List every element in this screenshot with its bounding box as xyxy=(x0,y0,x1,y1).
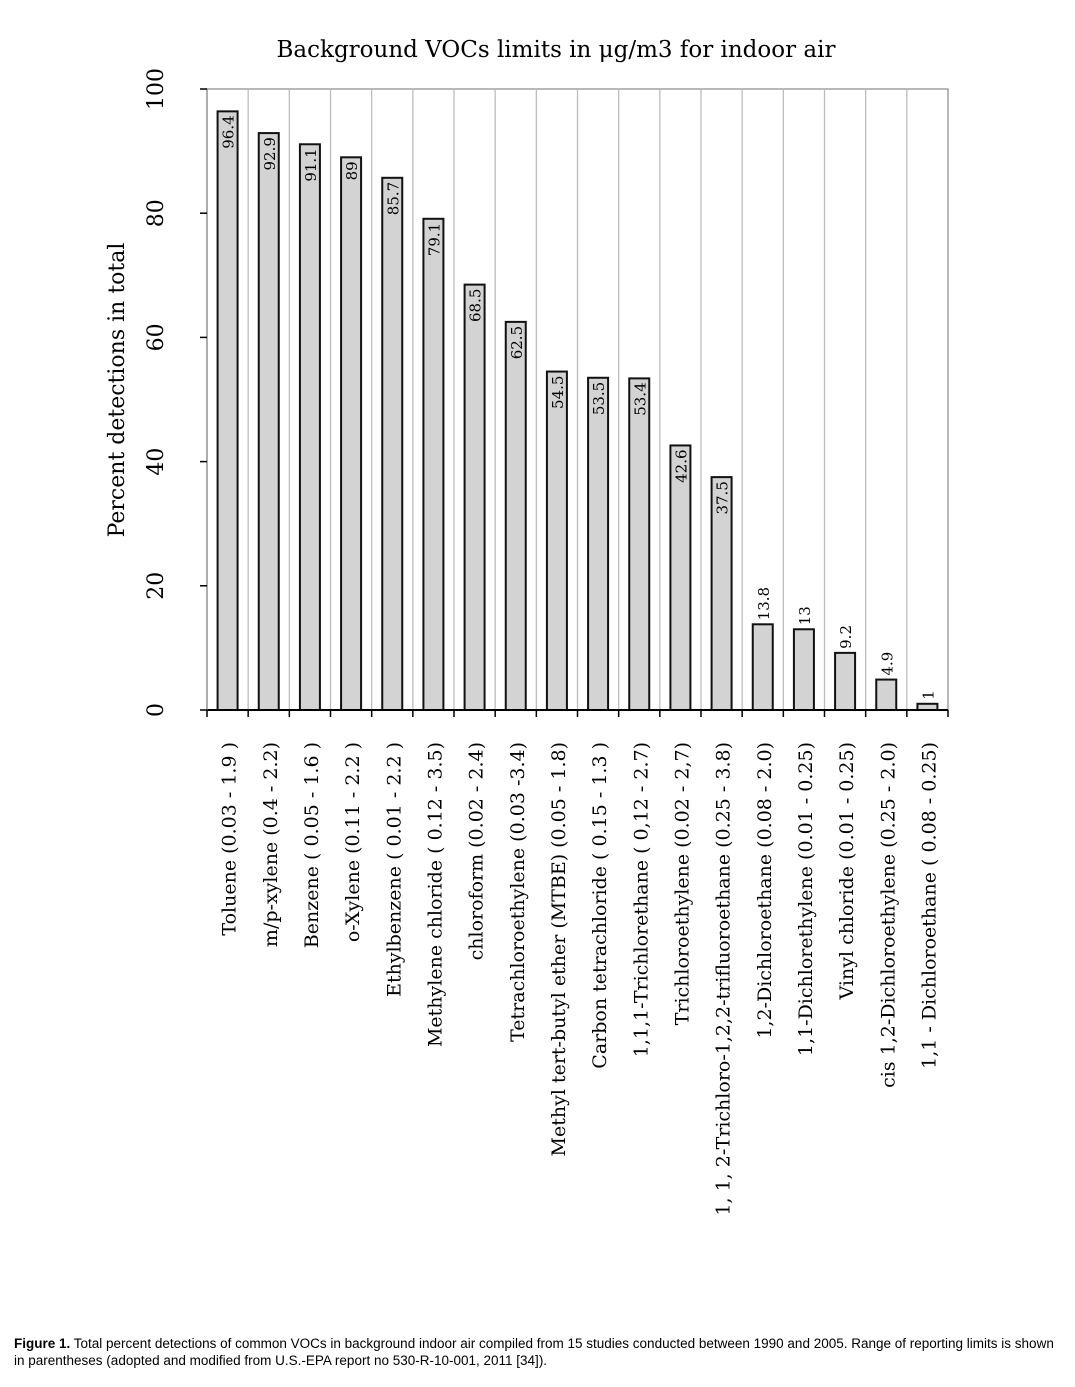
y-tick-label: 60 xyxy=(144,323,169,352)
x-tick-label: o-Xylene (0.11 - 2.2 ) xyxy=(342,742,365,943)
x-tick-label: chloroform (0.02 - 2.4) xyxy=(465,742,488,961)
x-tick-label: 1,1,1-Trichlorethane ( 0,12 - 2.7) xyxy=(630,742,653,1058)
bar-value-label: 79.1 xyxy=(425,222,444,257)
bar-value-label: 91.1 xyxy=(301,148,320,182)
bar xyxy=(341,157,361,710)
bar-value-label: 53.5 xyxy=(590,381,609,416)
x-tick-labels xyxy=(219,742,941,1216)
x-tick-label: 1,2-Dichloroethane (0.08 - 2.0) xyxy=(753,742,776,1039)
bar-value-label: 13.8 xyxy=(754,586,773,621)
bar-value-label: 37.5 xyxy=(713,481,732,515)
y-tick-label: 20 xyxy=(144,571,169,600)
bar-value-label: 4.9 xyxy=(878,651,897,676)
bar-value-label: 62.5 xyxy=(507,325,526,360)
y-tick-label: 100 xyxy=(144,68,169,110)
bar xyxy=(876,680,896,710)
bar xyxy=(835,653,855,710)
x-tick-label: Tetrachloroethylene (0.03 -3.4) xyxy=(506,742,529,1042)
y-tick-labels xyxy=(144,68,169,717)
x-tick-label: cis 1,2-Dichloroethylene (0.25 - 2.0) xyxy=(877,742,900,1088)
x-tick-label: Benzene ( 0.05 - 1.6 ) xyxy=(300,742,323,949)
bar-value-label: 85.7 xyxy=(384,181,403,216)
bar xyxy=(259,133,279,710)
bar-value-label: 54.5 xyxy=(548,375,567,409)
y-tick-label: 0 xyxy=(144,703,169,717)
bar xyxy=(670,445,690,710)
y-tick-label: 80 xyxy=(144,199,169,228)
x-tick-label: 1,1 - Dichloroethane ( 0.08 - 0.25) xyxy=(918,742,941,1069)
bar-value-label: 92.9 xyxy=(260,137,279,171)
bar xyxy=(423,219,443,710)
bar-value-label: 1 xyxy=(919,690,938,700)
x-tick-label: 1, 1, 2-Trichloro-1,2,2-trifluoroethane (0.25 - 3.8) xyxy=(712,742,735,1216)
bar-value-label: 89 xyxy=(343,161,362,181)
bar xyxy=(588,378,608,710)
bar xyxy=(465,285,485,710)
x-tick-label: m/p-xylene (0.4 - 2.2) xyxy=(259,742,282,948)
bar xyxy=(629,378,649,710)
bar-value-label: 96.4 xyxy=(219,115,238,149)
bar-value-label: 13 xyxy=(795,606,814,626)
x-tick-label: Carbon tetrachloride ( 0.15 - 1.3 ) xyxy=(589,742,612,1069)
caption-text: Total percent detections of common VOCs in background indoor air compiled from 15 studies conducted between 1990 and 2005. Range of reporting limits is shown in parentheses (adopted and modified from U.S.-EPA report no 530-R-10-001, 2011 [34]). xyxy=(14,1336,1054,1368)
x-tick-label: Toluene (0.03 - 1.9 ) xyxy=(218,742,241,936)
y-tick-label: 40 xyxy=(144,447,169,476)
bar xyxy=(382,178,402,710)
bar xyxy=(218,111,238,710)
bar-value-label: 53.4 xyxy=(631,382,650,416)
x-tick-label: Methyl tert-butyl ether (MTBE) (0.05 - 1.8) xyxy=(547,742,570,1157)
bar-value-label: 9.2 xyxy=(837,625,856,649)
caption-label: Figure 1. xyxy=(14,1336,71,1351)
x-tick-label: 1,1-Dichlorethylene (0.01 - 0.25) xyxy=(794,742,817,1057)
bar-value-label: 42.6 xyxy=(672,449,691,483)
bar xyxy=(547,372,567,710)
x-tick-label: Trichloroethylene (0.02 - 2,7) xyxy=(671,742,694,1026)
y-axis-label: Percent detections in total xyxy=(105,242,130,538)
x-tick-label: Ethylbenzene ( 0.01 - 2.2 ) xyxy=(383,742,406,997)
bar-value-label: 68.5 xyxy=(466,288,485,323)
bar xyxy=(300,144,320,710)
bar xyxy=(794,629,814,710)
x-tick-label: Methylene chloride ( 0.12 - 3.5) xyxy=(424,742,447,1048)
bar xyxy=(753,624,773,710)
chart-title: Background VOCs limits in μg/m3 for indoor air xyxy=(276,37,836,63)
bar xyxy=(506,322,526,710)
x-tick-label: Vinyl chloride (0.01 - 0.25) xyxy=(836,742,859,1000)
figure-caption xyxy=(14,1335,1064,1369)
